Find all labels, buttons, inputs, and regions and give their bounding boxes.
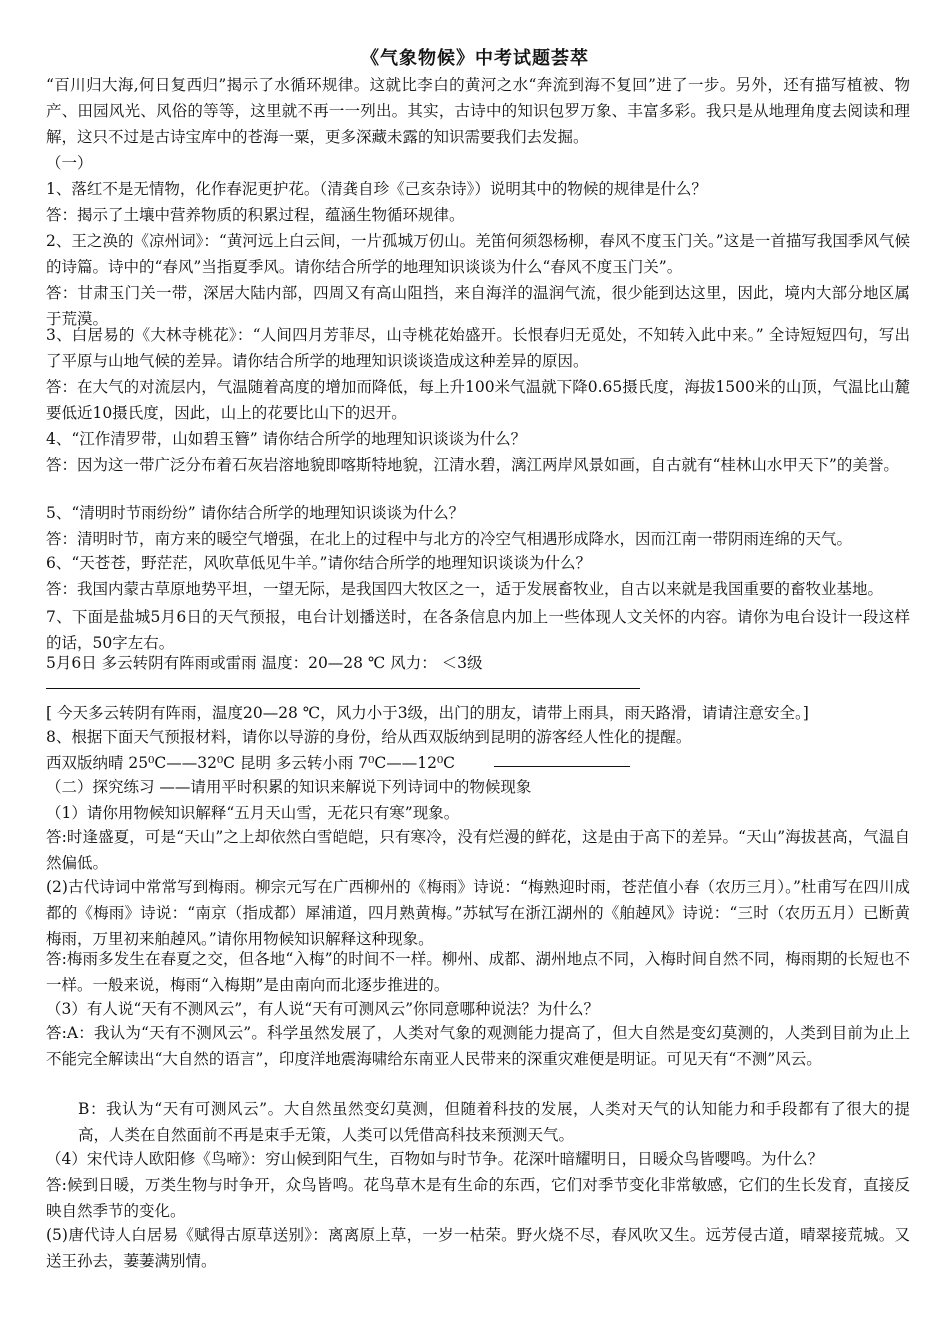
- question-7: 7、下面是盐城5月6日的天气预报，电台计划播送时，在各条信息内加上一些体现人文关怀的内容。请你为电台设计一段这样的话，50字左右。: [46, 608, 910, 652]
- practice-answer-3b: B：我认为“天有可测风云”。大自然虽然变幻莫测，但随着科技的发展，人类对天气的认知能力和手段都有了很大的提高，人类在自然面前不再是束手无策，人类可以凭借高科技来预测天气。: [78, 1100, 910, 1144]
- section-one-heading: （一）: [46, 154, 93, 172]
- forecast-data-line: 西双版纳晴 25⁰C——32⁰C 昆明 多云转小雨 7⁰C——12⁰C: [46, 754, 456, 772]
- practice-answer-4: 答:候到日暖，万类生物与时争开，众鸟皆鸣。花鸟草木是有生命的东西，它们对季节变化非常敏感，它们的生长发育，直接反映自然季节的变化。: [46, 1176, 910, 1220]
- practice-question-3: （3）有人说“天有不测风云”，有人说“天有可测风云”你同意哪种说法？为什么？: [46, 1000, 600, 1018]
- question-5: 5、“清明时节雨纷纷” 请你结合所学的地理知识谈谈为什么？: [46, 504, 465, 522]
- answer-1: 答：揭示了土壤中营养物质的积累过程，蕴涵生物循环规律。: [46, 206, 465, 224]
- question-2: 2、王之涣的《凉州词》：“黄河远上白云间，一片孤城万仞山。羌笛何须怨杨柳，春风不度玉门关。”这是一首描写我国季风气候的诗篇。诗中的“春风”当指夏季风。请你结合所学的地理知识谈谈为什么“春风不度玉门关”。: [46, 232, 910, 276]
- question-6: 6、“天苍苍，野茫茫，风吹草低见牛羊。”请你结合所学的地理知识谈谈为什么？: [46, 554, 591, 572]
- practice-question-4: （4）宋代诗人欧阳修《鸟啼》：穷山候到阳气生，百物如与时节争。花深叶暗耀明日，日暖众鸟皆嘤鸣。为什么？: [46, 1150, 824, 1168]
- question-4: 4、“江作清罗带，山如碧玉簪” 请你结合所学的地理知识谈谈为什么？: [46, 430, 527, 448]
- question-8: 8、根据下面天气预报材料，请你以导游的身份，给从西双版纳到昆明的游客经人性化的提醒。: [46, 728, 692, 746]
- answer-blank-line: [46, 688, 640, 689]
- answer-3: 答：在大气的对流层内，气温随着高度的增加而降低，每上升100米气温就下降0.65摄氏度，海拔1500米的山顶，气温比山麓要低近10摄氏度，因此，山上的花要比山下的迟开。: [46, 378, 910, 422]
- question-3: 3、白居易的《大林寺桃花》：“人间四月芳菲尽，山寺桃花始盛开。长恨春归无觅处，不知转入此中来。” 全诗短短四句，写出了平原与山地气候的差异。请你结合所学的地理知识谈谈造成这种差异的原因。: [46, 326, 910, 370]
- intro-paragraph: “百川归大海,何日复西归”揭示了水循环规律。这就比李白的黄河之水“奔流到海不复回”进了一步。另外，还有描写植被、物产、田园风光、风俗的等等，这里就不再一一列出。其实，古诗中的知识包罗万象、丰富多彩。我只是从地理角度去阅读和理解，这只不过是古诗宝库中的苍海一粟，更多深藏未露的知识需要我们去发掘。: [46, 76, 910, 146]
- question-1: 1、落红不是无情物，化作春泥更护花。（清龚自珍《己亥杂诗》）说明其中的物候的规律是什么？: [46, 180, 707, 198]
- practice-question-1: （1）请你用物候知识解释“五月天山雪，无花只有寒”现象。: [46, 804, 460, 822]
- weather-forecast-line: 5月6日 多云转阴有阵雨或雷雨 温度：20—28 ℃ 风力： ＜3级: [46, 654, 483, 672]
- practice-answer-1: 答:时逢盛夏，可是“天山”之上却依然白雪皑皑，只有寒冷，没有烂漫的鲜花，这是由于高下的差异。“天山”海拔甚高，气温自然偏低。: [46, 828, 910, 872]
- practice-question-5: (5)唐代诗人白居易《赋得古原草送别》：离离原上草，一岁一枯荣。野火烧不尽，春风吹又生。远芳侵古道，晴翠接荒城。又送王孙去，萋萋满别情。: [46, 1226, 910, 1270]
- practice-answer-2: 答:梅雨多发生在春夏之交，但各地“入梅”的时间不一样。柳州、成都、湖州地点不同，入梅时间自然不同，梅雨期的长短也不一样。一般来说，梅雨“入梅期”是由南向而北逐步推进的。: [46, 950, 910, 994]
- answer-5: 答：清明时节，南方来的暖空气增强，在北上的过程中与北方的冷空气相遇形成降水，因而江南一带阴雨连绵的天气。: [46, 530, 853, 548]
- practice-question-2: (2)古代诗词中常常写到梅雨。柳宗元写在广西柳州的《梅雨》诗说：“梅熟迎时雨，苍茫值小春（农历三月）。”杜甫写在四川成都的《梅雨》诗说：“南京（指成都）犀浦道，四月熟黄梅。”苏轼写在浙江湖州的《舶趠风》诗说：“三时（农历五月）已断黄梅雨，万里初来舶趠风。”请你用物候知识解释这种现象。: [46, 878, 910, 948]
- document-title: 《气象物候》中考试题荟萃: [361, 48, 589, 69]
- answer-6: 答：我国内蒙古草原地势平坦，一望无际，是我国四大牧区之一，适于发展畜牧业，自古以来就是我国重要的畜牧业基地。: [46, 580, 884, 598]
- section-two-heading: （二）探究练习 ——请用平时积累的知识来解说下列诗词中的物候现象: [46, 778, 532, 796]
- answer-2: 答：甘肃玉门关一带，深居大陆内部，四周又有高山阻挡，来自海洋的温润气流，很少能到达这里，因此，境内大部分地区属于荒漠。: [46, 284, 910, 328]
- answer-4: 答：因为这一带广泛分布着石灰岩溶地貌即喀斯特地貌，江清水碧，漓江两岸风景如画，自古就有“桂林山水甲天下”的美誉。: [46, 456, 899, 474]
- answer-7: [ 今天多云转阴有阵雨，温度20—28 ℃，风力小于3级，出门的朋友，请带上雨具，雨天路滑，请请注意安全。]: [46, 704, 809, 722]
- answer-blank-short: [494, 766, 630, 767]
- practice-answer-3a: 答:A：我认为“天有不测风云”。科学虽然发展了，人类对气象的观测能力提高了，但大自然是变幻莫测的，人类到目前为止上不能完全解读出“大自然的语言”，印度洋地震海啸给东南亚人民带来的深重灾难便是明证。可见天有“不测”风云。: [46, 1024, 910, 1068]
